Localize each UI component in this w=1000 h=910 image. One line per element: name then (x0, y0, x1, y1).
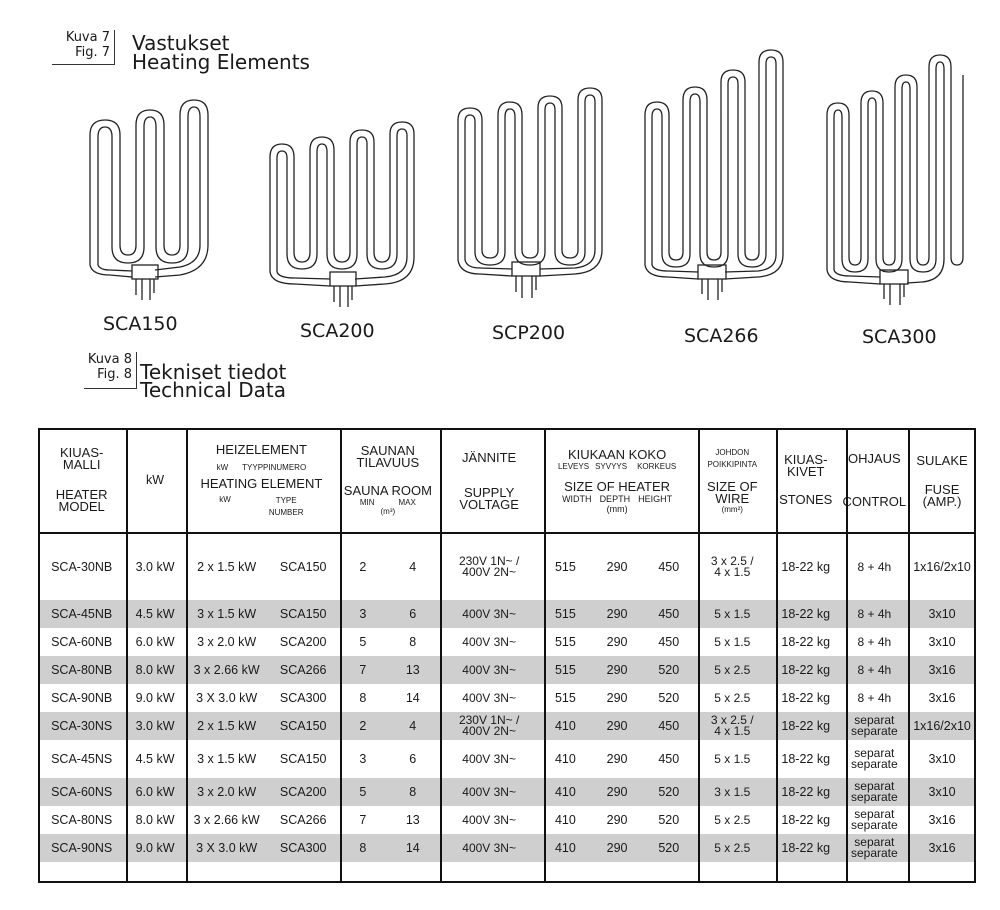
cell-stones: 18-22 kg (771, 656, 841, 684)
cell-model: SCA-30NS (38, 712, 125, 740)
cell-volt: 400V 3N~ (462, 752, 516, 766)
cell-elem: 2 x 1.5 kW (197, 560, 257, 574)
fig7-title-fi: Vastukset (132, 31, 230, 55)
cell-wire: 5 x 1.5 (714, 635, 751, 649)
cell-min: 3 (359, 752, 367, 766)
table-row (38, 778, 976, 806)
table-row (38, 600, 976, 628)
table-row (38, 684, 976, 712)
table-row (38, 533, 976, 600)
cell-wire: 5 x 2.5 (694, 834, 771, 862)
header-model-fi: KIUAS- MALLI (59, 445, 104, 472)
heater-label-scp200: SCP200 (492, 322, 566, 344)
cell-wire: 5 x 2.5 (714, 691, 751, 705)
cell-kw: 6.0 kW (135, 635, 175, 649)
cell-h: 520 (644, 656, 694, 684)
header-model (38, 428, 125, 533)
cell-model: SCA-80NS (51, 813, 113, 827)
table-header-row (38, 428, 976, 533)
cell-fuse: 1x16/2x10 (908, 712, 976, 740)
cell-fuse: 3x10 (928, 635, 956, 649)
cell-ctrl: 8 + 4h (857, 635, 892, 649)
cell-ctrl: separat separate (850, 806, 898, 832)
cell-wire: 5 x 2.5 (694, 656, 771, 684)
heater-drawing-sca200 (260, 112, 420, 312)
cell-fuse: 3x16 (928, 813, 956, 827)
cell-min: 8 (338, 834, 388, 862)
cell-max: 13 (388, 656, 438, 684)
heater-drawing-scp200 (450, 80, 610, 310)
cell-elem: 3 x 2.66 kW (185, 656, 269, 684)
cell-volt: 400V 3N~ (438, 834, 541, 862)
cell-w: 410 (554, 752, 576, 766)
cell-w: 410 (541, 834, 591, 862)
cell-h: 450 (658, 560, 680, 574)
table-body (38, 533, 976, 862)
cell-wire: 5 x 1.5 (714, 752, 751, 766)
cell-d: 290 (606, 691, 628, 705)
cell-ctrl: 8 + 4h (857, 560, 892, 574)
cell-stones: 18-22 kg (781, 635, 831, 649)
cell-stones: 18-22 kg (771, 834, 841, 862)
cell-kw: 8.0 kW (125, 656, 184, 684)
fig8-title-fi: Tekniset tiedot (140, 360, 287, 384)
cell-d: 290 (590, 600, 644, 628)
cell-ctrl: separat separate (850, 745, 898, 771)
header-wire: JOHDON POIKKIPINTA SIZE OF WIRE (mm²) (694, 428, 771, 533)
cell-max: 8 (409, 635, 417, 649)
cell-model: SCA-80NB (38, 656, 125, 684)
heater-label-sca200: SCA200 (300, 320, 375, 342)
cell-w: 410 (541, 778, 591, 806)
fig7-label-fi: Kuva 7 (65, 30, 110, 45)
header-control: OHJAUS CONTROL (841, 428, 909, 533)
cell-ctrl: 8 + 4h (841, 656, 909, 684)
cell-wire: 3 x 1.5 (694, 778, 771, 806)
col-divider (846, 428, 848, 883)
cell-wire: 5 x 1.5 (694, 600, 771, 628)
heater-drawing-sca300 (822, 45, 972, 315)
cell-ctrl: 8 + 4h (841, 600, 909, 628)
cell-elem: 3 x 2.0 kW (197, 635, 257, 649)
cell-elem: 3 x 1.5 kW (197, 752, 257, 766)
cell-w: 515 (541, 600, 591, 628)
table-row (38, 628, 976, 656)
cell-d: 290 (606, 813, 628, 827)
cell-h: 450 (644, 712, 694, 740)
cell-type: SCA300 (279, 691, 327, 705)
cell-h: 450 (658, 635, 680, 649)
cell-w: 410 (541, 712, 591, 740)
cell-min: 3 (338, 600, 388, 628)
cell-type: SCA150 (268, 600, 338, 628)
cell-w: 515 (554, 560, 576, 574)
cell-volt: 230V 1N~ / 400V 2N~ (458, 553, 520, 579)
cell-min: 2 (338, 712, 388, 740)
cell-stones: 18-22 kg (781, 560, 831, 574)
cell-h: 450 (658, 752, 680, 766)
cell-stones: 18-22 kg (781, 752, 831, 766)
cell-elem: 3 X 3.0 kW (196, 691, 258, 705)
table-row (38, 740, 976, 778)
cell-d: 290 (606, 752, 628, 766)
cell-fuse: 1x16/2x10 (913, 560, 971, 574)
cell-ctrl: 8 + 4h (857, 691, 892, 705)
cell-stones: 18-22 kg (771, 712, 841, 740)
cell-model: SCA-60NB (51, 635, 113, 649)
col-divider (340, 428, 342, 883)
cell-type: SCA200 (268, 778, 338, 806)
cell-max: 4 (409, 560, 417, 574)
table-row (38, 806, 976, 834)
cell-fuse: 3x16 (928, 691, 956, 705)
cell-w: 515 (554, 635, 576, 649)
cell-kw: 3.0 kW (125, 712, 184, 740)
technical-data-table (38, 428, 976, 862)
cell-model: SCA-45NB (38, 600, 125, 628)
header-kw: kW (125, 428, 184, 533)
cell-wire: 5 x 2.5 (714, 813, 751, 827)
col-divider (440, 428, 442, 883)
cell-max: 8 (388, 778, 438, 806)
cell-fuse: 3x10 (928, 752, 956, 766)
fig7-title-en: Heating Elements (132, 50, 310, 74)
cell-fuse: 3x10 (908, 600, 976, 628)
cell-type: SCA266 (279, 813, 327, 827)
heater-drawing-sca150 (70, 95, 220, 305)
heater-drawing-sca266 (640, 40, 790, 310)
cell-model: SCA-60NS (38, 778, 125, 806)
cell-min: 8 (359, 691, 367, 705)
cell-w: 515 (541, 656, 591, 684)
cell-type: SCA200 (279, 635, 327, 649)
fig8-label-en: Fig. 8 (97, 367, 132, 382)
cell-min: 2 (359, 560, 367, 574)
cell-kw: 4.5 kW (125, 600, 184, 628)
cell-max: 6 (388, 600, 438, 628)
cell-volt: 230V 1N~ / 400V 2N~ (438, 712, 541, 740)
cell-h: 520 (644, 834, 694, 862)
header-stones: KIUAS- KIVET STONES (771, 428, 841, 533)
col-divider (544, 428, 546, 883)
fig7-label (52, 30, 115, 65)
cell-type: SCA150 (279, 560, 327, 574)
cell-d: 290 (590, 778, 644, 806)
cell-fuse: 3x16 (908, 834, 976, 862)
cell-kw: 9.0 kW (135, 691, 175, 705)
cell-h: 520 (644, 778, 694, 806)
cell-fuse: 3x10 (908, 778, 976, 806)
cell-model: SCA-90NB (51, 691, 113, 705)
cell-h: 520 (658, 813, 680, 827)
cell-type: SCA300 (268, 834, 338, 862)
cell-kw: 4.5 kW (135, 752, 175, 766)
header-voltage: JÄNNITE SUPPLY VOLTAGE (438, 428, 541, 533)
cell-stones: 18-22 kg (771, 778, 841, 806)
fig8-title-en: Technical Data (140, 378, 286, 402)
header-size: KIUKAAN KOKO LEVEYS SYVYYS KORKEUS SIZE OF HEATER WIDTH DEPTH HEIGHT (mm) (541, 428, 694, 533)
header-fuse: SULAKE FUSE (AMP.) (908, 428, 976, 533)
col-divider (698, 428, 700, 883)
cell-model: SCA-30NB (51, 560, 113, 574)
cell-max: 6 (409, 752, 417, 766)
col-divider (908, 428, 910, 883)
cell-type: SCA266 (268, 656, 338, 684)
cell-stones: 18-22 kg (781, 691, 831, 705)
cell-wire: 3 x 2.5 / 4 x 1.5 (710, 553, 754, 579)
cell-wire: 3 x 2.5 / 4 x 1.5 (694, 712, 771, 740)
cell-elem: 3 x 2.66 kW (193, 813, 260, 827)
cell-kw: 3.0 kW (135, 560, 175, 574)
cell-max: 14 (388, 834, 438, 862)
cell-volt: 400V 3N~ (462, 691, 516, 705)
cell-kw: 9.0 kW (125, 834, 184, 862)
heater-label-sca150: SCA150 (103, 313, 178, 335)
cell-max: 14 (405, 691, 420, 705)
heater-label-sca266: SCA266 (684, 325, 759, 347)
heater-label-sca300: SCA300 (862, 326, 937, 348)
cell-min: 7 (359, 813, 367, 827)
cell-ctrl: separat separate (841, 834, 909, 862)
cell-type: SCA150 (268, 712, 338, 740)
col-divider (776, 428, 778, 883)
cell-stones: 18-22 kg (771, 600, 841, 628)
cell-fuse: 3x16 (908, 656, 976, 684)
cell-w: 410 (554, 813, 576, 827)
cell-elem: 3 X 3.0 kW (185, 834, 269, 862)
fig7-label-en: Fig. 7 (75, 45, 110, 60)
fig8-label (84, 352, 137, 389)
cell-max: 13 (405, 813, 420, 827)
col-divider (126, 428, 128, 883)
cell-elem: 3 x 1.5 kW (185, 600, 269, 628)
cell-ctrl: separat separate (841, 712, 909, 740)
table-row (38, 656, 976, 684)
cell-ctrl: separat separate (841, 778, 909, 806)
cell-type: SCA150 (279, 752, 327, 766)
cell-volt: 400V 3N~ (438, 778, 541, 806)
fig8-label-fi: Kuva 8 (87, 352, 132, 367)
cell-kw: 6.0 kW (125, 778, 184, 806)
cell-kw: 8.0 kW (135, 813, 175, 827)
cell-volt: 400V 3N~ (438, 600, 541, 628)
cell-min: 7 (338, 656, 388, 684)
cell-min: 5 (359, 635, 367, 649)
header-room: SAUNAN TILAVUUS SAUNA ROOM MIN MAX (m³) (338, 428, 438, 533)
cell-volt: 400V 3N~ (438, 656, 541, 684)
header-element: HEIZELEMENT kW TYYPPINUMERO HEATING ELEMENT kW TYPE NUMBER (185, 428, 338, 533)
cell-h: 450 (644, 600, 694, 628)
cell-d: 290 (606, 635, 628, 649)
header-model-en: HEATER MODEL (55, 487, 108, 514)
col-divider (186, 428, 188, 883)
cell-model: SCA-90NS (38, 834, 125, 862)
cell-elem: 2 x 1.5 kW (185, 712, 269, 740)
cell-d: 290 (590, 712, 644, 740)
cell-model: SCA-45NS (51, 752, 113, 766)
cell-min: 5 (338, 778, 388, 806)
cell-elem: 3 x 2.0 kW (185, 778, 269, 806)
table-row (38, 834, 976, 862)
cell-d: 290 (590, 656, 644, 684)
cell-stones: 18-22 kg (781, 813, 831, 827)
cell-volt: 400V 3N~ (462, 635, 516, 649)
cell-max: 4 (388, 712, 438, 740)
cell-d: 290 (590, 834, 644, 862)
cell-volt: 400V 3N~ (462, 813, 516, 827)
cell-d: 290 (606, 560, 628, 574)
table-row (38, 712, 976, 740)
cell-w: 515 (554, 691, 576, 705)
cell-h: 520 (658, 691, 680, 705)
